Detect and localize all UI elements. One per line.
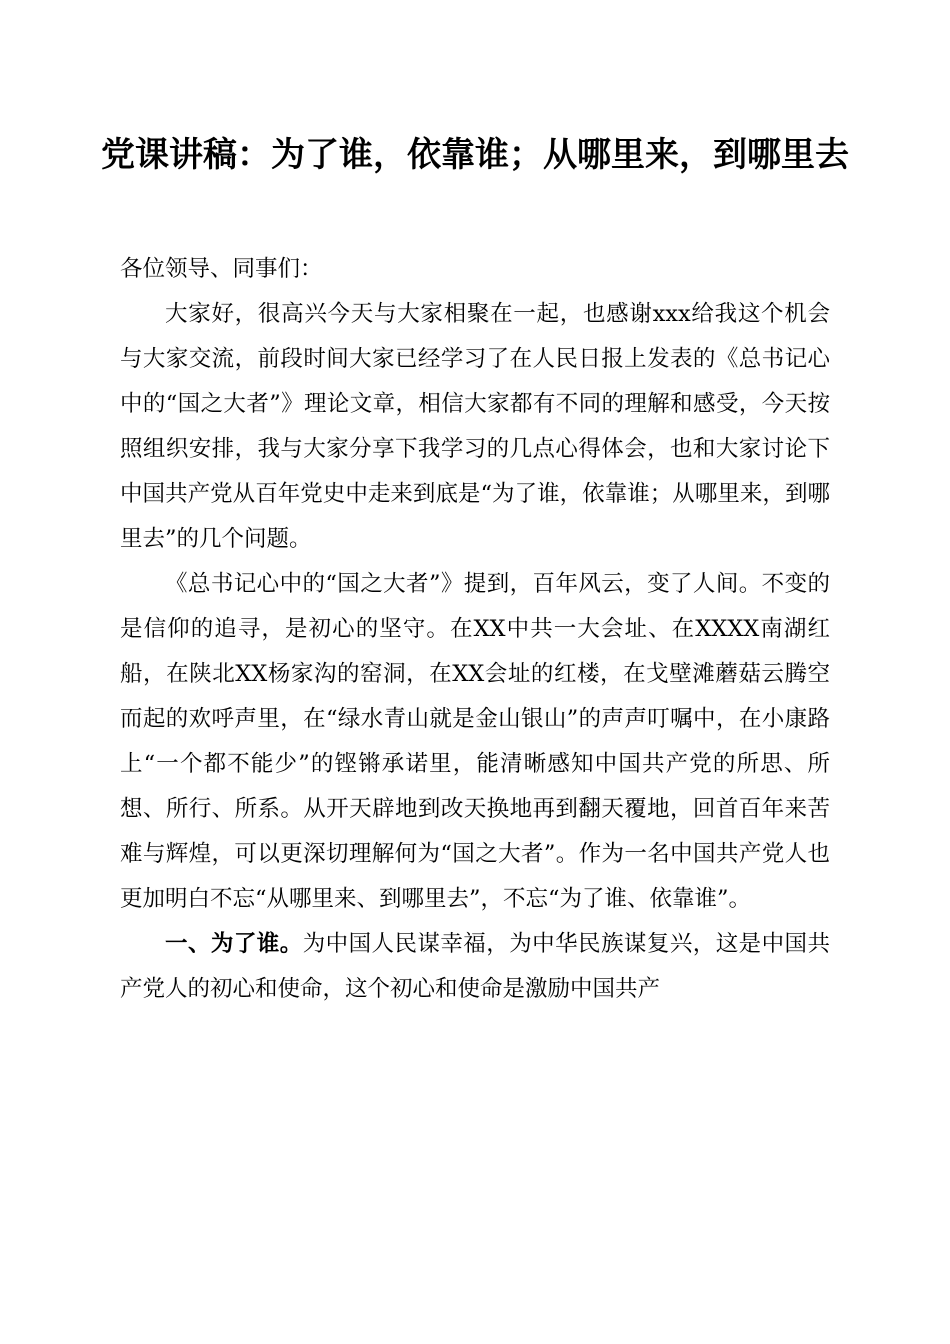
section-heading: 一、为了谁。 xyxy=(165,931,303,957)
document-body xyxy=(120,247,830,1012)
salutation: 各位领导、同事们： xyxy=(120,256,323,282)
paragraph-text: 为中国人民谋幸福，为中华民族谋复兴，这是中国共产党人的初心和使命，这个初心和使命是激励中国共产 xyxy=(120,931,830,1002)
document-title: 党课讲稿：为了谁，依靠谁；从哪里来，到哪里去 xyxy=(101,135,849,175)
paragraph-section-one xyxy=(120,922,830,1012)
paragraph-greeting xyxy=(120,292,830,562)
paragraph-guozhidazhe xyxy=(120,562,830,922)
paragraph-text: 大家好，很高兴今天与大家相聚在一起，也感谢xxx给我这个机会与大家交流，前段时间大家已经学习了在人民日报上发表的《总书记心中的“国之大者”》理论文章，相信大家都有不同的理解和感受，今天按照组织安排，我与大家分享下我学习的几点心得体会，也和大家讨论下中国共产党从百年党史中走来到底是“为了谁，依靠谁；从哪里来，到哪里去”的几个问题。 xyxy=(120,301,830,552)
paragraph-text: 《总书记心中的“国之大者”》提到，百年风云，变了人间。不变的是信仰的追寻，是初心的坚守。在XX中共一大会址、在XXXX南湖红船，在陕北XX杨家沟的窑洞，在XX会址的红楼，在戈壁滩蘑菇云腾空而起的欢呼声里，在“绿水青山就是金山银山”的声声叮嘱中，在小康路上“一个都不能少”的铿锵承诺里，能清晰感知中国共产党的所思、所想、所行、所系。从开天辟地到改天换地再到翻天覆地，回首百年来苦难与辉煌，可以更深切理解何为“国之大者”。作为一名中国共产党人也更加明白不忘“从哪里来、到哪里去”，不忘“为了谁、依靠谁”。 xyxy=(120,571,830,912)
